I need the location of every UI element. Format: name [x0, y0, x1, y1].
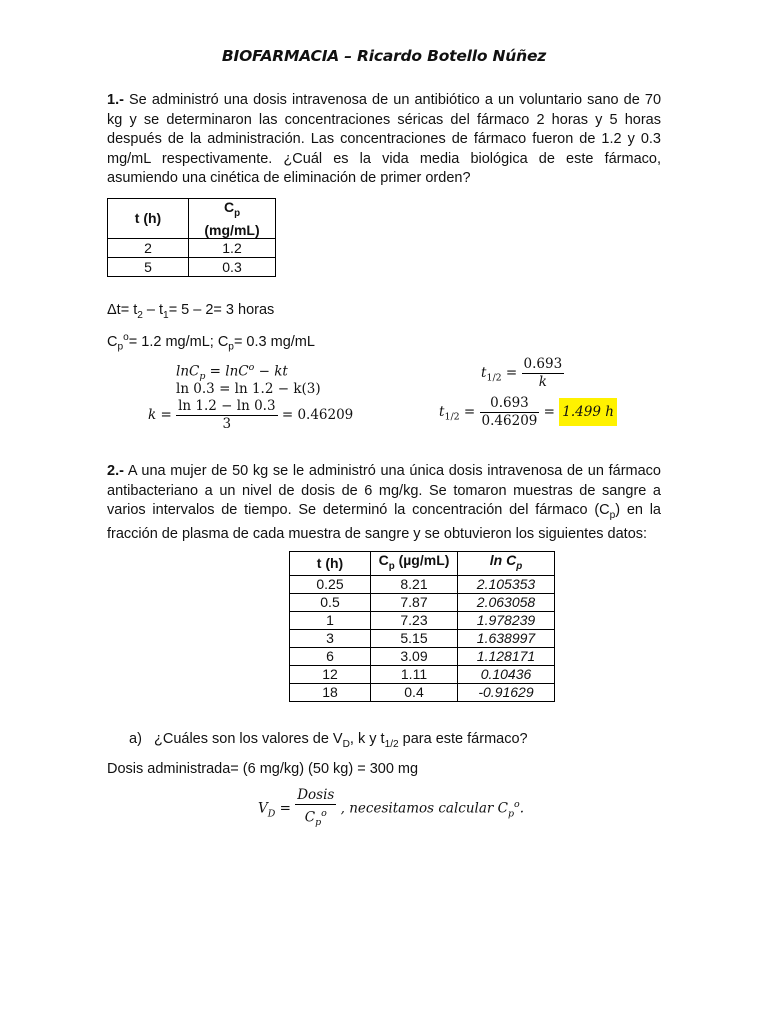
- problem-2-number: 2.-: [107, 463, 124, 479]
- equation-k: k = $\frac{\ln 1.2 - \ln 0.3}{3}$ = 0.46209: [148, 398, 354, 432]
- page-title: BIOFARMACIA – Ricardo Botello Núñez: [221, 47, 547, 65]
- problem-2-table: [289, 551, 555, 702]
- table-row: 6 3.09 1.128171: [290, 647, 555, 665]
- problem-1-table: [107, 198, 276, 277]
- table-header-concentration: $C_p$ (mg/mL): [189, 199, 276, 239]
- problem-1-number: 1.-: [107, 92, 124, 108]
- problem-1-text: Se administró una dosis intravenosa de un antibiótico a un voluntario sano de 70 kg y se determinaron las concentraciones séricas del fármaco 2 horas y 5 horas después de la administración. Las concentraciones de fármaco fueron de 1.2 y 0.3 mg/mL respectivamente. ¿Cuál es la vida media biológica de este fármaco, asumiendo una cinética de eliminación de primer orden?: [107, 92, 662, 186]
- concentration-line: $C_p^o= 1.2$ mg/mL; $C_p= 0.3$ mg/mL: [107, 332, 315, 353]
- table-header-time: t (h): [108, 199, 189, 239]
- equation-ln-cp: lnC$_p$ = lnC$^o$ − kt: [176, 362, 288, 383]
- table-header-concentration: $C_p$ (µg/mL): [371, 552, 458, 576]
- table-header-ln-cp: $\ln C_p$: [458, 552, 555, 576]
- dose-line: Dosis administrada= (6 mg/kg) (50 kg) = 300 mg: [107, 761, 419, 777]
- problem-1-statement: [107, 91, 661, 189]
- table-row: 5 0.3: [108, 257, 276, 276]
- delta-t-line: $\Delta t= t_2 - t_1= 5 - 2= 3$ horas: [107, 302, 275, 321]
- equation-half-life: $t_{1/2}$ = $\frac{0.693}{k}$: [481, 356, 563, 390]
- table-row: 0.5 7.87 2.063058: [290, 593, 555, 611]
- table-row: 2 1.2: [108, 238, 276, 257]
- equation-vd: $V_D$ = $\frac{\text{Dosis}}{C_p^o}$ , necesitamos calcular $C_p^o$.: [258, 787, 524, 829]
- table-row: 0.25 8.21 2.105353: [290, 575, 555, 593]
- problem-2-statement: 2.- A una mujer de 50 kg se le administró una única dosis intravenosa de un fármaco antibacteriano a un nivel de dosis de 6 mg/kg. Se tomaron muestras de sangre a varios intervalos de tiempo. Se determinó la concentración del fármaco $(C_p)$ en la fracción de plasma de cada muestra de sangre y se obtuvieron los siguientes datos:: [107, 463, 661, 543]
- table-row: 3 5.15 1.638997: [290, 629, 555, 647]
- highlighted-result: 1.499 h: [559, 398, 617, 426]
- equation-ln-substitution: ln 0.3 = ln 1.2 − k(3): [176, 381, 321, 397]
- table-row: 1 7.23 1.978239: [290, 611, 555, 629]
- table-row: 12 1.11 0.10436: [290, 665, 555, 683]
- table-header-time: t (h): [290, 552, 371, 576]
- equation-half-life-result: $t_{1/2}$ = $\frac{0.693}{0.46209}$ = 1.499 h: [439, 395, 617, 430]
- question-a: a) ¿Cuáles son los valores de $V_D$, k y $t_{1/2}$ para este fármaco?: [129, 731, 528, 750]
- table-row: 18 0.4 -0.91629: [290, 683, 555, 701]
